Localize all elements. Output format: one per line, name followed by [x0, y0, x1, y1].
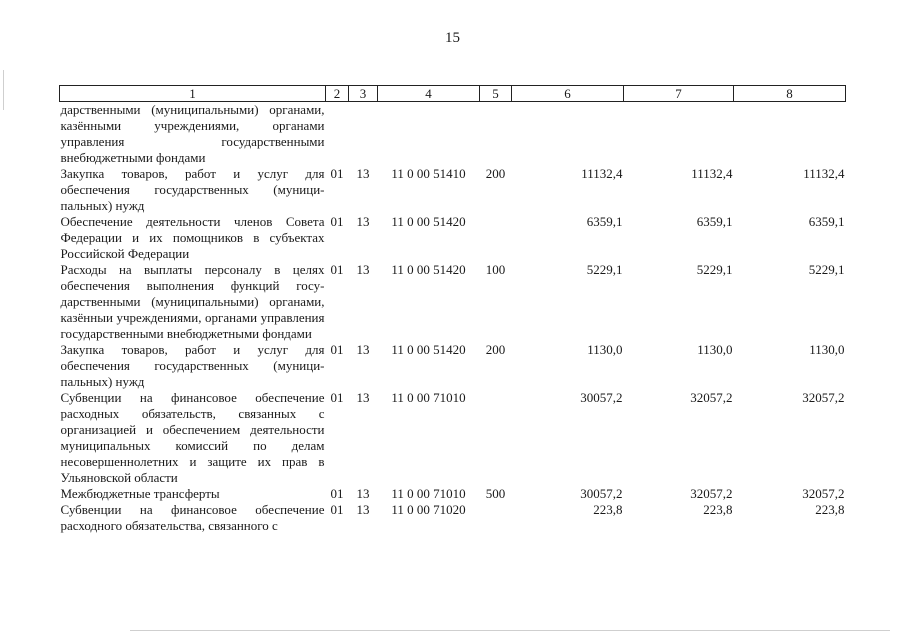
table-row — [60, 262, 846, 342]
row-amount-col8: 5229,1 — [808, 262, 845, 277]
row-subsection: 13 — [356, 486, 370, 501]
row-description: Субвенции на финансовое обеспечение расходных обязательств, связанных с организацией и обеспечением деятельности муниципальных комиссий по делам несовершеннолетних и защите их прав в Ульяновской области — [60, 390, 325, 485]
table-row — [60, 214, 846, 262]
table-row — [60, 390, 846, 486]
table-row — [60, 166, 846, 214]
row-amount-col6: 6359,1 — [586, 214, 623, 229]
row-amount-col7: 32057,2 — [690, 486, 733, 501]
row-amount-col8 — [734, 102, 846, 167]
row-expense-type — [480, 214, 512, 262]
row-amount-col8: 6359,1 — [808, 214, 845, 229]
row-description: дарственными (муниципальными) органами, казёнными учреждениями, органами управления государственными внебюджетными фондами — [60, 102, 325, 165]
row-subsection: 13 — [356, 166, 370, 181]
row-amount-col7: 1130,0 — [697, 342, 733, 357]
row-description: Закупка товаров, работ и услуг для обеспечения государственных (муниципальных) нужд — [60, 166, 325, 213]
row-target-article: 11 0 00 71020 — [391, 502, 466, 517]
table-row — [60, 502, 846, 534]
column-header-1: 1 — [60, 86, 326, 102]
row-amount-col8: 1130,0 — [809, 342, 845, 357]
row-section: 01 — [330, 166, 344, 181]
row-amount-col7: 32057,2 — [690, 390, 733, 405]
row-expense-type: 200 — [485, 342, 506, 357]
table-row — [60, 102, 846, 167]
row-section: 01 — [330, 262, 344, 277]
row-target-article — [378, 102, 480, 167]
row-amount-col6 — [512, 102, 624, 167]
row-section: 01 — [330, 342, 344, 357]
row-amount-col8: 32057,2 — [802, 390, 845, 405]
row-section: 01 — [330, 390, 344, 405]
column-header-3: 3 — [349, 86, 378, 102]
row-amount-col7: 6359,1 — [696, 214, 733, 229]
page-number: 15 — [445, 30, 460, 46]
row-amount-col8: 32057,2 — [802, 486, 845, 501]
row-description: Закупка товаров, работ и услуг для обеспечения государственных (муниципальных) нужд — [60, 342, 325, 389]
row-amount-col7: 223,8 — [703, 502, 733, 517]
row-target-article: 11 0 00 51410 — [391, 166, 466, 181]
row-section: 01 — [330, 486, 344, 501]
row-amount-col6: 223,8 — [593, 502, 623, 517]
column-header-4: 4 — [378, 86, 480, 102]
row-section: 01 — [330, 502, 344, 517]
scan-edge-mark — [3, 70, 4, 110]
row-amount-col6: 30057,2 — [580, 390, 623, 405]
row-description: Обеспечение деятельности членов Совета Федерации и их помощников в субъектах Российской Федерации — [60, 214, 325, 261]
table-row — [60, 342, 846, 390]
row-target-article: 11 0 00 51420 — [391, 262, 466, 277]
row-section: 01 — [330, 214, 344, 229]
row-description: Межбюджетные трансферты — [60, 486, 220, 501]
row-description: Субвенции на финансовое обеспечение расходного обязательства, связанного с — [60, 502, 325, 533]
column-header-6: 6 — [512, 86, 624, 102]
row-expense-type: 500 — [485, 486, 506, 501]
row-amount-col6: 1130,0 — [587, 342, 623, 357]
row-target-article: 11 0 00 51420 — [391, 342, 466, 357]
column-header-8: 8 — [734, 86, 846, 102]
row-amount-col6: 11132,4 — [581, 166, 623, 181]
row-subsection: 13 — [356, 214, 370, 229]
row-expense-type: 100 — [485, 262, 506, 277]
row-amount-col6: 30057,2 — [580, 486, 623, 501]
row-target-article: 11 0 00 71010 — [391, 486, 466, 501]
row-expense-type — [480, 502, 512, 534]
row-subsection — [349, 102, 378, 167]
column-header-7: 7 — [624, 86, 734, 102]
row-amount-col6: 5229,1 — [586, 262, 623, 277]
row-expense-type — [480, 102, 512, 167]
scan-edge-mark — [130, 630, 890, 631]
row-subsection: 13 — [356, 262, 370, 277]
row-subsection: 13 — [356, 390, 370, 405]
row-amount-col7 — [624, 102, 734, 167]
row-amount-col7: 5229,1 — [696, 262, 733, 277]
row-amount-col7: 11132,4 — [691, 166, 733, 181]
table-header-row — [60, 86, 846, 102]
table-row — [60, 486, 846, 502]
column-header-2: 2 — [326, 86, 349, 102]
column-header-5: 5 — [480, 86, 512, 102]
row-subsection: 13 — [356, 342, 370, 357]
row-target-article: 11 0 00 51420 — [391, 214, 466, 229]
row-amount-col8: 11132,4 — [803, 166, 845, 181]
row-target-article: 11 0 00 71010 — [391, 390, 466, 405]
row-section — [326, 102, 349, 167]
row-expense-type — [480, 390, 512, 486]
row-expense-type: 200 — [485, 166, 506, 181]
row-subsection: 13 — [356, 502, 370, 517]
budget-table — [59, 85, 846, 534]
row-amount-col8: 223,8 — [815, 502, 845, 517]
row-description: Расходы на выплаты персоналу в целях обеспечения выполнения функций государственными (муниципальными) органами, казённыи учреждениями, органами управления государственными внебюджетными фондами — [60, 262, 325, 341]
